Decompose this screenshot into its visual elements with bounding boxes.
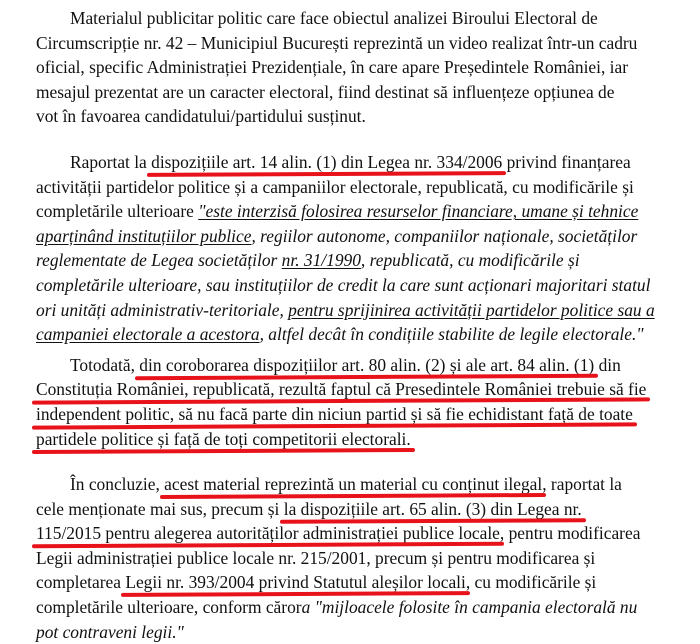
text-line xyxy=(36,248,678,273)
paragraph-context xyxy=(36,6,678,129)
text-line xyxy=(36,427,678,452)
text-line xyxy=(36,273,678,298)
text-line: Materialul publicitar politic care face obiectul analizei Biroului Electoral de xyxy=(70,8,598,28)
quoted-text: completările ulterioare, sau instituțiilor de credit la care sunt acționari majoritari statul xyxy=(36,274,651,295)
text-segment: , pentru modificarea xyxy=(499,523,641,544)
text-line xyxy=(36,570,678,595)
text-line xyxy=(36,620,678,644)
text-line xyxy=(36,595,678,620)
paragraph-conclusion xyxy=(36,472,678,644)
paragraph-gap xyxy=(36,129,678,150)
text-line xyxy=(36,472,678,497)
paragraph-law-334 xyxy=(36,150,678,347)
text-line: activității partidelor politice și a campaniilor electorale, republicată, cu modificările și xyxy=(36,176,634,197)
quoted-text: campaniei electorale a acestora xyxy=(36,324,260,345)
paragraph-gap xyxy=(36,451,678,472)
quoted-text: nr. 31/1990 xyxy=(281,250,361,271)
text-segment: , cu modificările și xyxy=(465,572,597,593)
quoted-text: aparținând instituțiilor publice xyxy=(36,225,252,246)
quoted-text: ori unități administrativ-teritoriale, xyxy=(36,299,289,320)
highlighted-reference: Legii nr. 393/2004 privind Statutul aleșilor locali xyxy=(125,572,466,593)
highlighted-reference: din coroborarea dispozițiilor art. 80 alin. (2) și ale art. 84 alin. (1) xyxy=(139,354,595,375)
text-segment: Totodată, xyxy=(70,354,140,375)
highlighted-reference: la dispozițiile art. 65 alin. (3) din Legea nr. xyxy=(283,498,582,519)
text-line xyxy=(36,322,678,347)
text-line xyxy=(36,402,678,427)
text-segment: În concluzie, xyxy=(70,474,165,495)
text-segment: completarea xyxy=(36,572,126,593)
quoted-text: pot contraveni legii." xyxy=(36,621,184,642)
text-line: Legii administrației publice locale nr. 215/2001, precum și pentru modificarea și xyxy=(36,547,596,568)
text-segment: , raportat la xyxy=(542,474,622,495)
text-line xyxy=(36,150,678,175)
quoted-text: , republicată, cu modificările și xyxy=(360,250,580,271)
text-line xyxy=(36,353,678,378)
text-line xyxy=(36,224,678,249)
highlighted-reference: partidele politice și față de toți competitorii electorali. xyxy=(36,428,411,449)
text-segment: Raportat la xyxy=(70,151,152,172)
highlighted-reference: 115/2015 pentru alegerea autorităților administrației publice locale xyxy=(36,523,500,544)
quoted-text: , altfel decât în condițiile stabilite de legile electorale." xyxy=(259,324,644,345)
highlighted-reference: dispozițiile art. 14 alin. (1) din Legea nr. 334/2006 xyxy=(151,151,503,172)
text-segment: completările ulterioare, conform căror xyxy=(36,597,302,618)
quoted-text: pentru sprijinirea activității partidelor politice sau a xyxy=(288,299,655,320)
text-segment: cele menționate mai sus, precum și xyxy=(36,498,284,519)
text-line xyxy=(36,521,678,546)
quoted-text: a "mijloacele folosite în campania electorală nu xyxy=(301,597,638,618)
text-line: oficial, specific Administrației Prezidențiale, în care apare Președintele României, iar xyxy=(36,57,629,78)
text-line xyxy=(36,497,678,522)
text-line xyxy=(36,377,678,402)
highlighted-reference: Constituția României, republicată, rezultă faptul că Presedintele României trebuie să fie xyxy=(36,379,647,400)
text-segment: privind finanțarea xyxy=(502,151,631,172)
text-segment: din xyxy=(594,354,621,375)
quoted-text: "este interzisă folosirea resurselor financiare, umane și tehnice xyxy=(198,201,639,222)
quoted-text: reglementate de Legea societăților xyxy=(36,250,282,271)
quoted-text: , regiilor autonome, companiilor naționale, societăților xyxy=(251,225,638,246)
text-segment: completările ulterioare xyxy=(36,201,199,222)
text-line: Circumscripție nr. 42 – Municipiul București reprezintă un video realizat într-un cadru xyxy=(36,32,638,53)
text-line: mesajul prezentat are un caracter electoral, fiind destinat să influențeze opțiunea de xyxy=(36,81,615,102)
paragraph-constitution xyxy=(36,353,678,451)
highlighted-reference: independent politic, să nu facă parte din niciun partid și să fie echidistant față de toate xyxy=(36,403,633,424)
text-line xyxy=(36,298,678,323)
highlighted-reference: acest material reprezintă un material cu conținut ilegal xyxy=(164,474,543,495)
text-line xyxy=(36,199,678,224)
text-line: vot în favoarea candidatului/partidului susținut. xyxy=(36,106,366,127)
